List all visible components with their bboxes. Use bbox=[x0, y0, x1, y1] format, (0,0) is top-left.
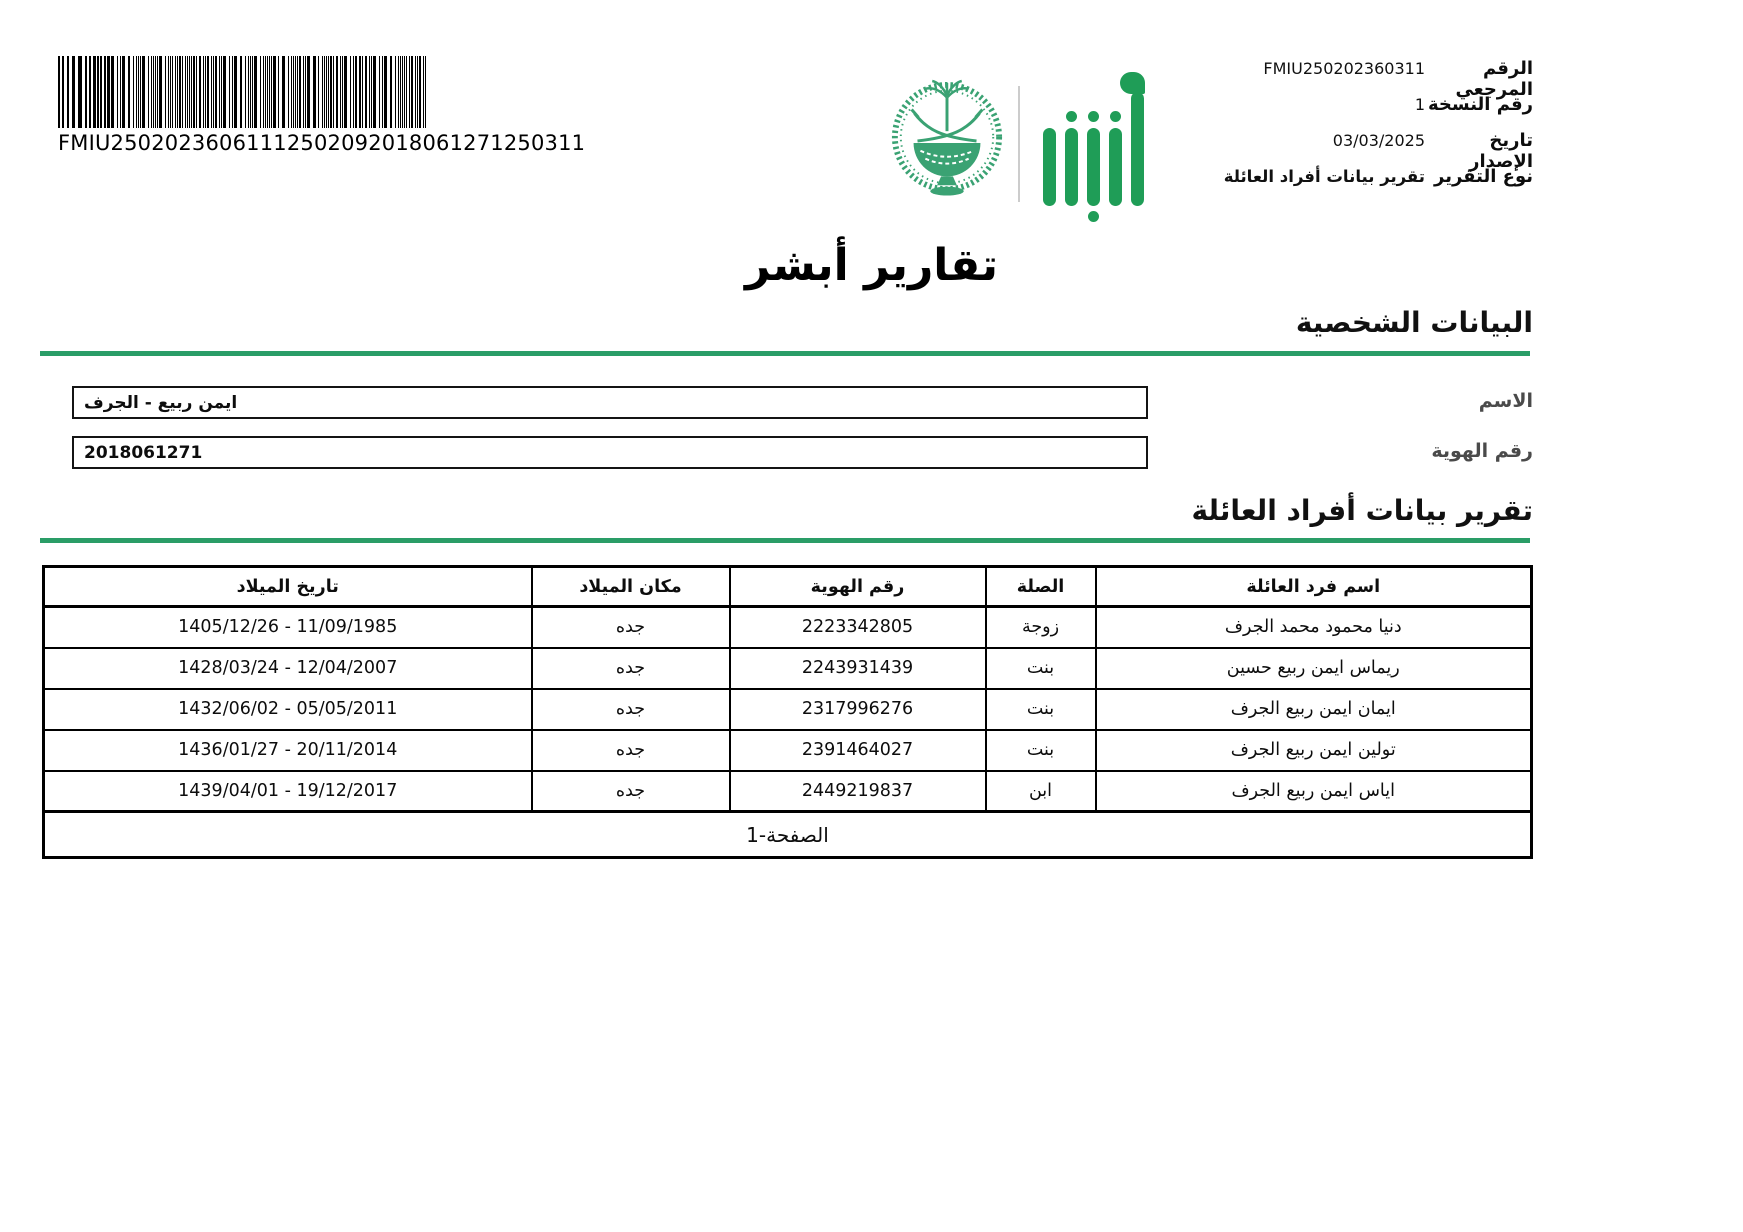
member-birth-date: 1432/06/02 - 05/05/2011 bbox=[44, 689, 532, 730]
header-fields bbox=[1103, 58, 1533, 202]
col-family-member-name: اسم فرد العائلة bbox=[1096, 567, 1532, 607]
personal-section-divider bbox=[40, 351, 1530, 356]
family-section-title: تقرير بيانات أفراد العائلة bbox=[1191, 494, 1533, 527]
member-birth-place: جده bbox=[532, 648, 730, 689]
name-value: ايمن ربيع - الجرف bbox=[84, 392, 238, 413]
member-birth-date: 1428/03/24 - 12/04/2007 bbox=[44, 648, 532, 689]
member-birth-place: جده bbox=[532, 689, 730, 730]
table-header-row bbox=[44, 567, 1532, 607]
table-row bbox=[44, 648, 1532, 689]
barcode-bars-icon bbox=[58, 56, 563, 128]
member-name: اياس ايمن ربيع الجرف bbox=[1096, 771, 1532, 812]
family-members-table bbox=[42, 565, 1533, 859]
member-id: 2243931439 bbox=[730, 648, 986, 689]
logo-divider bbox=[1018, 86, 1020, 202]
member-birth-date: 1405/12/26 - 11/09/1985 bbox=[44, 607, 532, 648]
member-id: 2223342805 bbox=[730, 607, 986, 648]
reference-number-value: FMIU250202360311 bbox=[1263, 59, 1425, 78]
copy-number-label: رقم النسخة bbox=[1427, 94, 1533, 115]
personal-section-title: البيانات الشخصية bbox=[1295, 306, 1533, 339]
issue-date-label: تاريخ الإصدار bbox=[1469, 130, 1533, 172]
member-id: 2317996276 bbox=[730, 689, 986, 730]
member-relation: بنت bbox=[986, 648, 1096, 689]
col-relation: الصلة bbox=[986, 567, 1096, 607]
reference-number-row bbox=[1103, 58, 1533, 100]
family-section-divider bbox=[40, 538, 1530, 543]
member-id: 2449219837 bbox=[730, 771, 986, 812]
member-birth-place: جده bbox=[532, 771, 730, 812]
name-label: الاسم bbox=[1478, 390, 1533, 412]
member-name: دنيا محمود محمد الجرف bbox=[1096, 607, 1532, 648]
reference-number-label: الرقم المرجعي bbox=[1455, 58, 1533, 100]
col-birth-date: تاريخ الميلاد bbox=[44, 567, 532, 607]
copy-number-row bbox=[1103, 94, 1533, 130]
col-id-number: رقم الهوية bbox=[730, 567, 986, 607]
page-number: الصفحة-1 bbox=[44, 812, 1532, 858]
member-birth-date: 1439/04/01 - 19/12/2017 bbox=[44, 771, 532, 812]
table-row bbox=[44, 730, 1532, 771]
member-relation: بنت bbox=[986, 730, 1096, 771]
name-field bbox=[72, 386, 1148, 419]
id-number-value: 2018061271 bbox=[84, 442, 203, 463]
issue-date-row bbox=[1103, 130, 1533, 172]
report-type-row bbox=[1103, 166, 1533, 202]
table-footer-row bbox=[44, 812, 1532, 858]
barcode bbox=[58, 56, 586, 155]
col-birth-place: مكان الميلاد bbox=[532, 567, 730, 607]
member-relation: ابن bbox=[986, 771, 1096, 812]
barcode-text: FMIU25020236061112502092018061271250311 bbox=[58, 131, 586, 155]
table-row bbox=[44, 771, 1532, 812]
member-relation: زوجة bbox=[986, 607, 1096, 648]
member-relation: بنت bbox=[986, 689, 1096, 730]
member-name: ايمان ايمن ربيع الجرف bbox=[1096, 689, 1532, 730]
table-row bbox=[44, 689, 1532, 730]
member-name: ريماس ايمن ربيع حسين bbox=[1096, 648, 1532, 689]
member-birth-place: جده bbox=[532, 607, 730, 648]
member-name: تولين ايمن ربيع الجرف bbox=[1096, 730, 1532, 771]
member-birth-date: 1436/01/27 - 20/11/2014 bbox=[44, 730, 532, 771]
page-title: تقارير أبشر bbox=[745, 240, 998, 291]
id-number-label: رقم الهوية bbox=[1431, 440, 1533, 462]
member-birth-place: جده bbox=[532, 730, 730, 771]
table-row bbox=[44, 607, 1532, 648]
report-type-label: نوع التقرير bbox=[1434, 166, 1533, 187]
ministry-of-interior-emblem-icon bbox=[888, 74, 1006, 206]
id-number-field bbox=[72, 436, 1148, 469]
copy-number-value: 1 bbox=[1414, 95, 1425, 114]
member-id: 2391464027 bbox=[730, 730, 986, 771]
report-type-value: تقرير بيانات أفراد العائلة bbox=[1223, 167, 1425, 186]
issue-date-value: 03/03/2025 bbox=[1332, 131, 1425, 150]
